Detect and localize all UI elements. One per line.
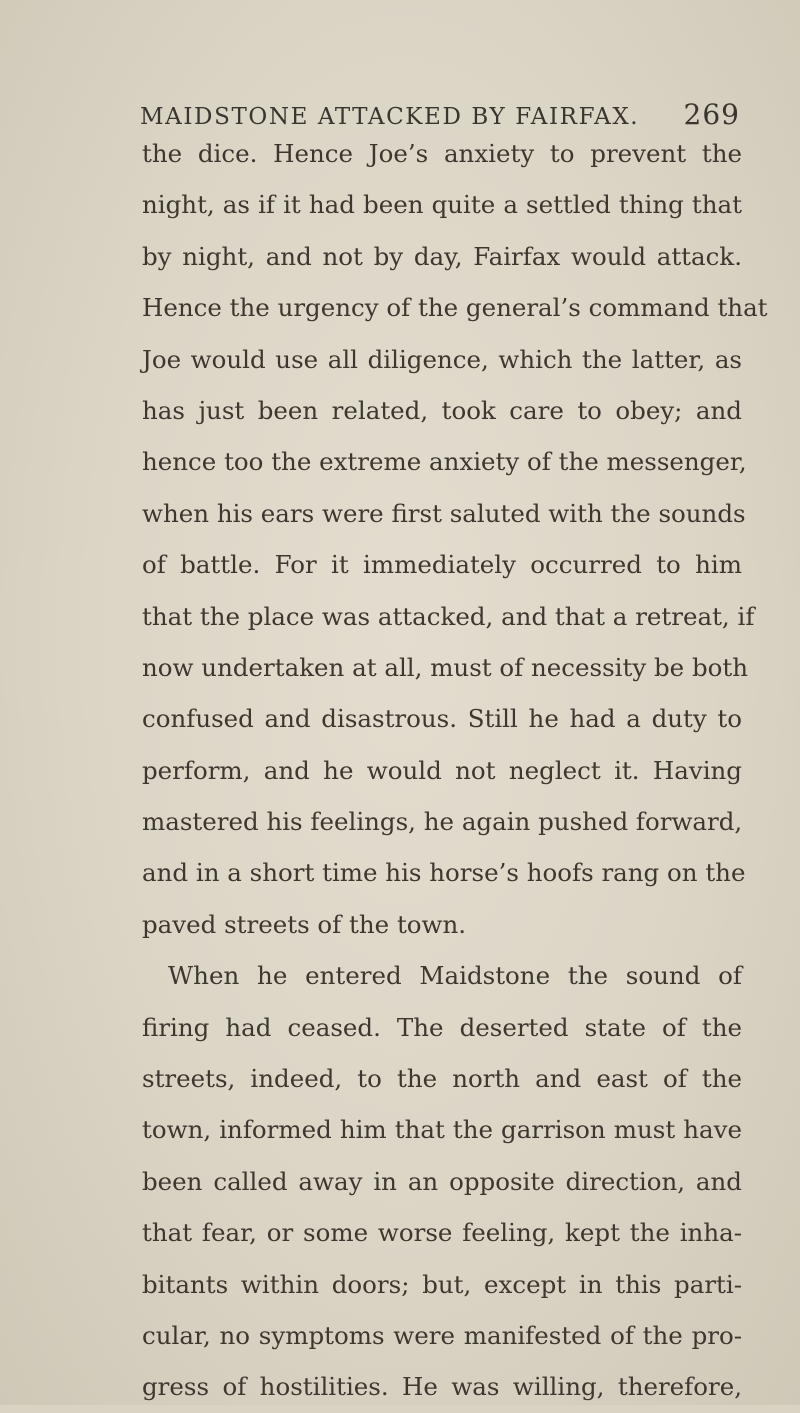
text-line: Hence the urgency of the general’s command that (142, 293, 768, 323)
page-number: 269 (683, 98, 740, 131)
paragraph-start-line: When he entered Maidstone the sound of (168, 961, 742, 991)
text-line: of battle. For it immediately occurred to him (142, 550, 742, 580)
text-line: mastered his feelings, he again pushed forward, (142, 807, 743, 837)
text-line: cular, no symptoms were manifested of the pro- (142, 1320, 742, 1350)
text-line: now undertaken at all, must of necessity be both (142, 652, 749, 682)
text-line: firing had ceased. The deserted state of the (142, 1012, 742, 1042)
text-line: confused and disastrous. Still he had a duty to (142, 704, 742, 734)
running-title: MAIDSTONE ATTACKED BY FAIRFAX. (140, 104, 640, 130)
text-line: and in a short time his horse’s hoofs rang on the (142, 858, 746, 888)
text-line: by night, and not by day, Fairfax would attack. (142, 241, 742, 271)
text-line: been called away in an opposite direction, and (142, 1166, 742, 1196)
text-line: has just been related, took care to obey; and (142, 395, 742, 425)
body-text (142, 128, 768, 1413)
page-header (140, 98, 740, 131)
text-line: that the place was attacked, and that a retreat, if (142, 601, 755, 631)
text-line: Joe would use all diligence, which the latter, as (142, 344, 742, 374)
text-line: bitants within doors; but, except in this parti- (142, 1269, 742, 1299)
text-line: gress of hostilities. He was willing, therefore, (142, 1372, 742, 1402)
text-line: the dice. Hence Joe’s anxiety to prevent the (142, 139, 742, 168)
text-line: hence too the extreme anxiety of the messenger, (142, 447, 747, 477)
text-line: streets, indeed, to the north and east of the (142, 1064, 742, 1094)
paragraph-end-line: paved streets of the town. (142, 909, 467, 939)
text-line: perform, and he would not neglect it. Having (142, 755, 742, 785)
text-line: that fear, or some worse feeling, kept the inha- (142, 1218, 742, 1248)
text-line: night, as if it had been quite a settled thing that (142, 190, 742, 220)
text-line: when his ears were first saluted with the sounds (142, 498, 746, 528)
text-line: town, informed him that the garrison must have (142, 1115, 742, 1145)
